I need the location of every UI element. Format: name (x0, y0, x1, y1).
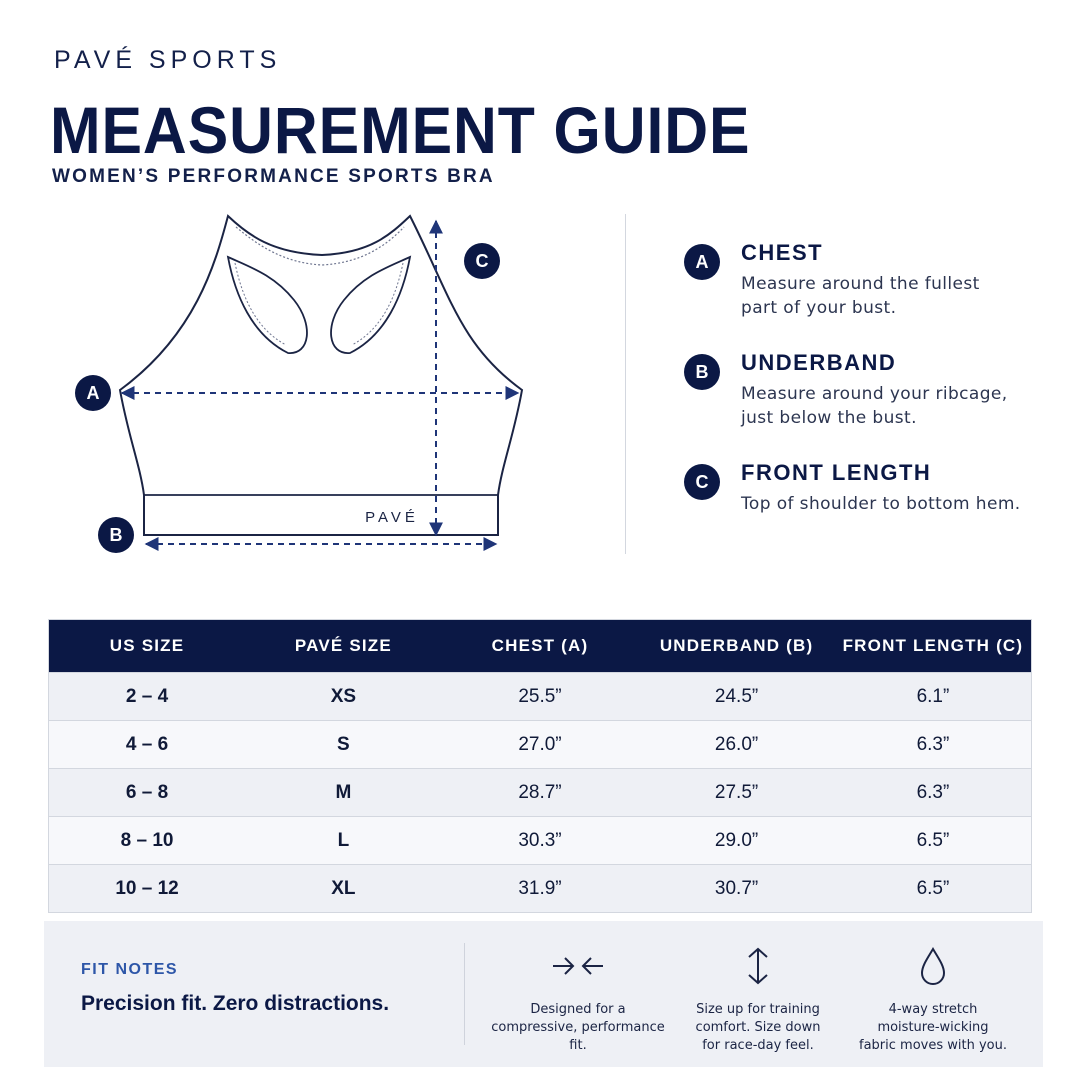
cell-front-length: 6.5” (835, 865, 1032, 913)
marker-b (98, 517, 134, 553)
brand-name: PAVÉ SPORTS (54, 46, 282, 74)
table-row (49, 673, 1032, 721)
page-subtitle: WOMEN’S PERFORMANCE SPORTS BRA (52, 166, 495, 187)
cell-front-length: 6.3” (835, 769, 1032, 817)
feature-compressive (483, 943, 673, 1055)
page-title: MEASUREMENT GUIDE (50, 93, 751, 167)
svg-text:C: C (475, 251, 489, 271)
compress-arrows-icon (483, 943, 673, 989)
legend-badge-b: B (684, 354, 720, 390)
table-header-row (49, 620, 1032, 673)
cell-chest: 28.7” (442, 769, 639, 817)
legend-title: CHEST (741, 240, 824, 265)
cell-chest: 30.3” (442, 817, 639, 865)
cell-pave-size: L (245, 817, 442, 865)
sports-bra-diagram (60, 205, 540, 575)
legend-desc: Measure around your ribcage, just below the bust. (741, 384, 1008, 428)
cell-pave-size: XS (245, 673, 442, 721)
cell-chest: 27.0” (442, 721, 639, 769)
table-row (49, 721, 1032, 769)
cell-underband: 29.0” (638, 817, 835, 865)
legend-badge-a: A (684, 244, 720, 280)
cell-front-length: 6.3” (835, 721, 1032, 769)
measurement-legend (684, 240, 1054, 546)
header-chest: CHEST (A) (442, 620, 639, 673)
header-pave-size: PAVÉ SIZE (245, 620, 442, 673)
size-chart-table (48, 619, 1032, 913)
garment-outline (120, 216, 522, 535)
cell-pave-size: XL (245, 865, 442, 913)
cell-front-length: 6.5” (835, 817, 1032, 865)
cell-chest: 31.9” (442, 865, 639, 913)
cell-us-size: 2 – 4 (49, 673, 246, 721)
feature-text: Size up for training comfort. Size down for race-day feel. (695, 1002, 821, 1053)
fit-notes-panel (44, 921, 1043, 1067)
notes-divider (464, 943, 465, 1045)
feature-fabric (838, 943, 1028, 1055)
legend-desc: Measure around the fullest part of your bust. (741, 274, 980, 318)
cell-underband: 30.7” (638, 865, 835, 913)
legend-desc: Top of shoulder to bottom hem. (741, 494, 1021, 514)
marker-a (75, 375, 111, 411)
cell-us-size: 4 – 6 (49, 721, 246, 769)
cell-underband: 24.5” (638, 673, 835, 721)
cell-front-length: 6.1” (835, 673, 1032, 721)
legend-badge-c: C (684, 464, 720, 500)
legend-title: FRONT LENGTH (741, 460, 932, 485)
header-front-length: FRONT LENGTH (C) (835, 620, 1032, 673)
water-drop-icon (838, 943, 1028, 989)
cell-underband: 27.5” (638, 769, 835, 817)
table-row (49, 817, 1032, 865)
svg-text:A: A (86, 383, 100, 403)
table-row (49, 865, 1032, 913)
cell-underband: 26.0” (638, 721, 835, 769)
table-row (49, 769, 1032, 817)
fit-notes-headline: Precision fit. Zero distractions. (81, 992, 390, 1015)
feature-text: 4-way stretch moisture-wicking fabric moves with you. (859, 1002, 1007, 1053)
fit-notes-label: FIT NOTES (81, 961, 179, 978)
cell-us-size: 10 – 12 (49, 865, 246, 913)
cell-pave-size: M (245, 769, 442, 817)
cell-us-size: 8 – 10 (49, 817, 246, 865)
feature-text: Designed for a compressive, performance fit. (491, 1002, 665, 1053)
header-underband: UNDERBAND (B) (638, 620, 835, 673)
legend-item-underband (684, 350, 1054, 430)
marker-c (464, 243, 500, 279)
feature-sizing (663, 943, 853, 1055)
section-divider (625, 214, 626, 554)
legend-item-chest (684, 240, 1054, 320)
legend-item-front-length (684, 460, 1054, 516)
vertical-arrows-icon (663, 943, 853, 989)
cell-pave-size: S (245, 721, 442, 769)
cell-chest: 25.5” (442, 673, 639, 721)
cell-us-size: 6 – 8 (49, 769, 246, 817)
garment-label: PAVÉ (365, 509, 419, 526)
legend-title: UNDERBAND (741, 350, 897, 375)
svg-text:B: B (109, 525, 123, 545)
header-us-size: US SIZE (49, 620, 246, 673)
